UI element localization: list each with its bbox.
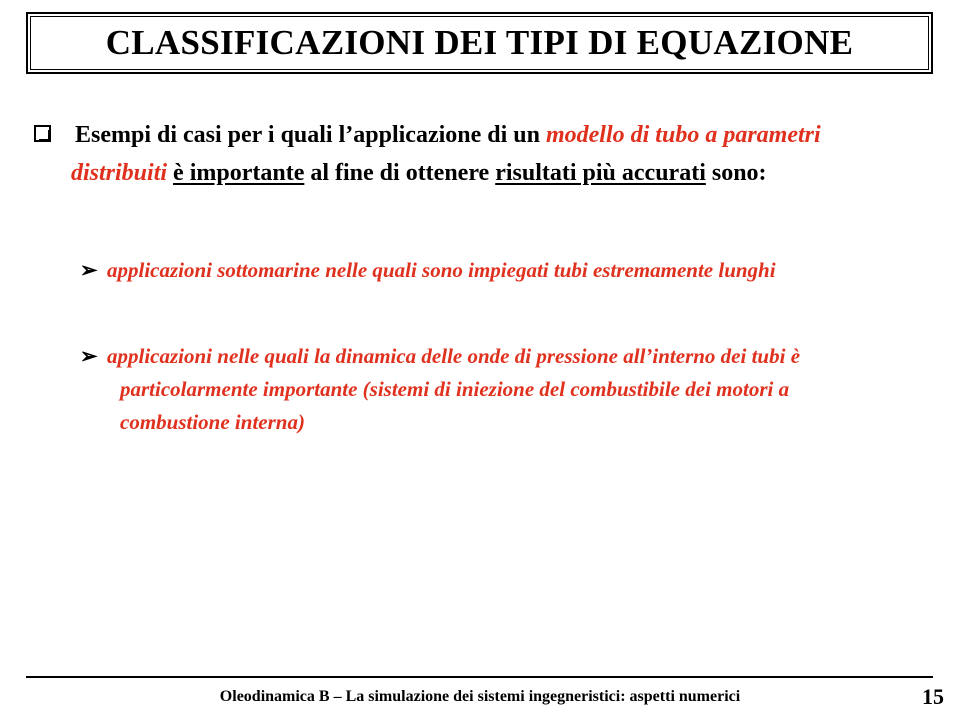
sub-bullet-text: applicazioni sottomarine nelle quali sono impiegati tubi estremamente lunghi bbox=[107, 258, 776, 282]
underlined-important: è importante bbox=[173, 160, 305, 186]
footer-text: Oleodinamica B – La simulazione dei sistemi ingegneristici: aspetti numerici bbox=[219, 688, 741, 705]
arrow-bullet-icon: ➢ bbox=[80, 258, 98, 282]
sub-bullet-text: applicazioni nelle quali la dinamica delle onde di pressione all’interno dei tubi è particolarmente importante (sistemi di iniezione del combustibile dei motori a combustione interna) bbox=[107, 344, 801, 434]
footer-divider bbox=[26, 676, 933, 678]
main-text-part3: al fine di ottenere bbox=[304, 160, 496, 186]
main-bullet bbox=[34, 116, 914, 192]
sub-bullet-2 bbox=[80, 340, 880, 439]
main-text-part1: Esempi di casi per i quali l’applicazione di un bbox=[75, 122, 546, 148]
title-frame bbox=[26, 12, 933, 74]
checkbox-bullet-icon bbox=[34, 125, 51, 142]
main-bullet-text bbox=[71, 116, 914, 192]
main-text-part4: sono: bbox=[705, 160, 767, 186]
sub-bullet-1 bbox=[80, 254, 880, 287]
underlined-results: risultati più accurati bbox=[495, 160, 706, 186]
page-number: 15 bbox=[922, 684, 944, 709]
arrow-bullet-icon: ➢ bbox=[80, 344, 98, 368]
highlight-model: modello di tubo a parametri distribuiti bbox=[71, 122, 821, 186]
slide-title: CLASSIFICAZIONI DEI TIPI DI EQUAZIONE bbox=[30, 16, 929, 70]
